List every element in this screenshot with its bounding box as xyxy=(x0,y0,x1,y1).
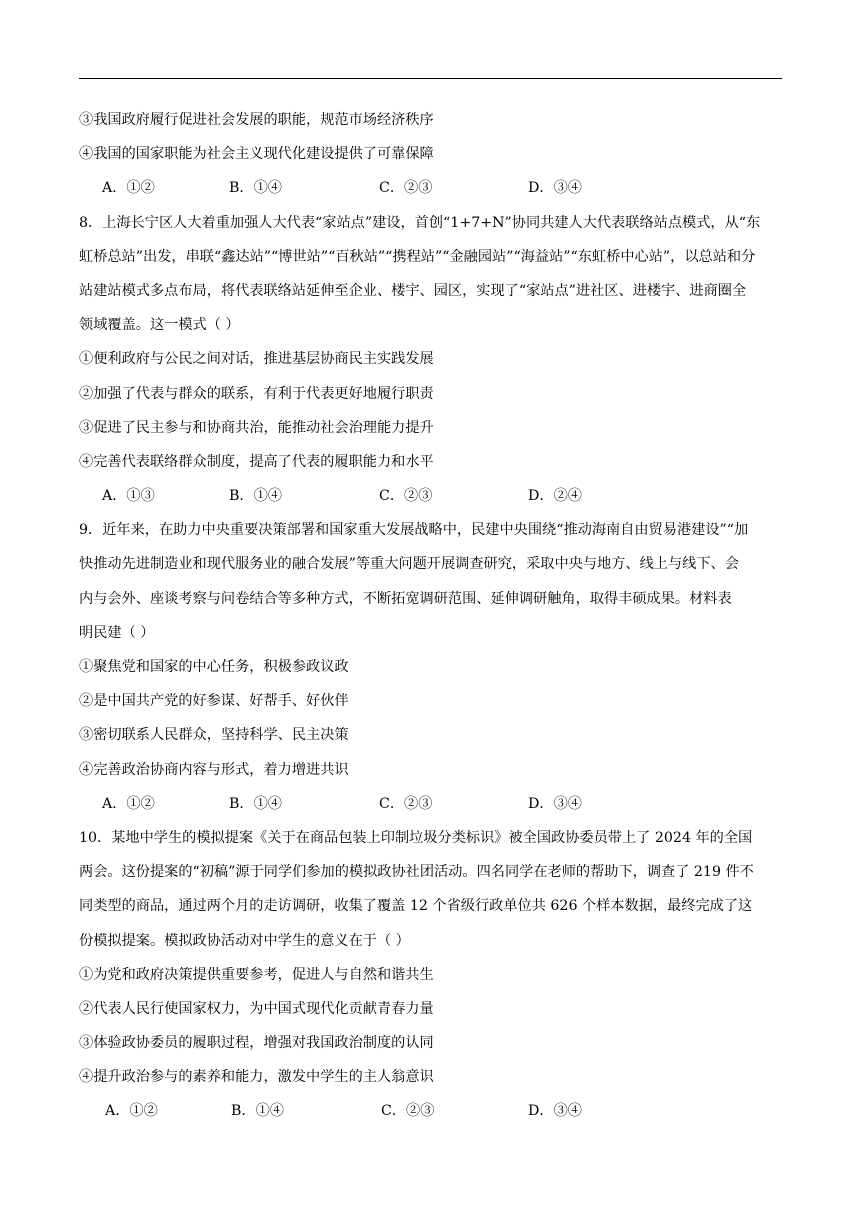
question-stem-line: 站建站模式多点布局，将代表联络站延伸至企业、楼宇、园区，实现了“家站点”进社区、进楼宇、进商圈全 xyxy=(79,282,747,299)
answer-choices xyxy=(79,787,785,821)
choice-a[interactable]: A．①② xyxy=(102,180,155,197)
option-1: ①聚焦党和国家的中心任务，积极参政议政 xyxy=(79,659,349,675)
question-8 xyxy=(79,206,785,514)
questions-content xyxy=(79,103,785,1129)
answer-choices xyxy=(79,479,785,513)
question-stem-line: 虹桥总站”出发，串联“鑫达站”“博世站”“百秋站”“携程站”“金融园站”“海益站”“东虹桥中心站”，以总站和分 xyxy=(79,248,756,265)
question-stem-line: 份模拟提案。模拟政协活动对中学生的意义在于（ ） xyxy=(79,932,410,949)
header-rule xyxy=(79,78,782,79)
question-stem-line: 9．近年来，在助力中央重要决策部署和国家重大发展战略中，民建中央围绕“推动海南自由贸易港建设”“加 xyxy=(79,522,749,539)
choice-d[interactable]: D．③④ xyxy=(528,180,582,197)
choice-b[interactable]: B．①④ xyxy=(229,795,282,812)
option-3: ③我国政府履行促进社会发展的职能，规范市场经济秩序 xyxy=(79,112,434,128)
option-1: ①便利政府与公民之间对话，推进基层协商民主实践发展 xyxy=(79,351,434,368)
question-stem-line: 10．某地中学生的模拟提案《关于在商品包装上印制垃圾分类标识》被全国政协委员带上了 2024 年的全国 xyxy=(79,829,753,846)
option-2: ②代表人民行使国家权力，为中国式现代化贡献青春力量 xyxy=(79,1000,434,1017)
question-stem-line: 快推动先进制造业和现代服务业的融合发展”等重大问题开展调查研究，采取中央与地方、线上与线下、会 xyxy=(79,556,739,573)
option-1: ①为党和政府决策提供重要参考，促进人与自然和谐共生 xyxy=(79,966,434,983)
question-stem-line: 内与会外、座谈考察与问卷结合等多种方式，不断拓宽调研范围、延伸调研触角，取得丰硕成果。材料表 xyxy=(79,590,732,607)
question-10 xyxy=(79,821,785,1129)
question-9 xyxy=(79,513,785,821)
choice-d[interactable]: D．③④ xyxy=(528,795,582,812)
answer-choices xyxy=(79,1094,785,1128)
choice-d[interactable]: D．③④ xyxy=(528,1103,582,1120)
option-3: ③体验政协委员的履职过程，增强对我国政治制度的认同 xyxy=(79,1035,434,1052)
option-4: ④提升政治参与的素养和能力，激发中学生的主人翁意识 xyxy=(79,1069,434,1086)
question-stem-line: 领域覆盖。这一模式（ ） xyxy=(79,317,240,334)
option-2: ②是中国共产党的好参谋、好帮手、好伙伴 xyxy=(79,693,349,710)
choice-b[interactable]: B．①④ xyxy=(229,180,282,197)
choice-c[interactable]: C．②③ xyxy=(379,488,433,505)
option-3: ③促进了民主参与和协商共治，能推动社会治理能力提升 xyxy=(79,419,434,436)
option-2: ②加强了代表与群众的联系，有利于代表更好地履行职责 xyxy=(79,385,434,402)
choice-a[interactable]: A．①② xyxy=(105,1103,158,1120)
question-stem-line: 同类型的商品，通过两个月的走访调研，收集了覆盖 12 个省级行政单位共 626 个样本数据，最终完成了这 xyxy=(79,898,753,915)
option-3: ③密切联系人民群众，坚持科学、民主决策 xyxy=(79,727,349,744)
choice-c[interactable]: C．②③ xyxy=(381,1103,435,1120)
question-stem-line: 明民建（ ） xyxy=(79,624,155,641)
choice-c[interactable]: C．②③ xyxy=(379,795,433,812)
answer-choices xyxy=(79,171,785,205)
choice-c[interactable]: C．②③ xyxy=(379,180,433,197)
choice-b[interactable]: B．①④ xyxy=(231,1103,284,1120)
previous-question-tail xyxy=(79,103,785,206)
question-stem-line: 8．上海长宁区人大着重加强人大代表“家站点”建设，首创“1+7+N”协同共建人大代表联络站点模式，从“东 xyxy=(79,214,761,231)
choice-b[interactable]: B．①④ xyxy=(229,488,282,505)
choice-a[interactable]: A．①③ xyxy=(102,488,155,505)
option-4: ④我国的国家职能为社会主义现代化建设提供了可靠保障 xyxy=(79,146,434,163)
option-4: ④完善政治协商内容与形式，着力增进共识 xyxy=(79,761,349,778)
choice-a[interactable]: A．①② xyxy=(102,795,155,812)
question-stem-line: 两会。这份提案的“初稿”源于同学们参加的模拟政协社团活动。四名同学在老师的帮助下，调查了 219 件不 xyxy=(79,864,754,881)
option-4: ④完善代表联络群众制度，提高了代表的履职能力和水平 xyxy=(79,453,434,470)
choice-d[interactable]: D．②④ xyxy=(528,488,582,505)
